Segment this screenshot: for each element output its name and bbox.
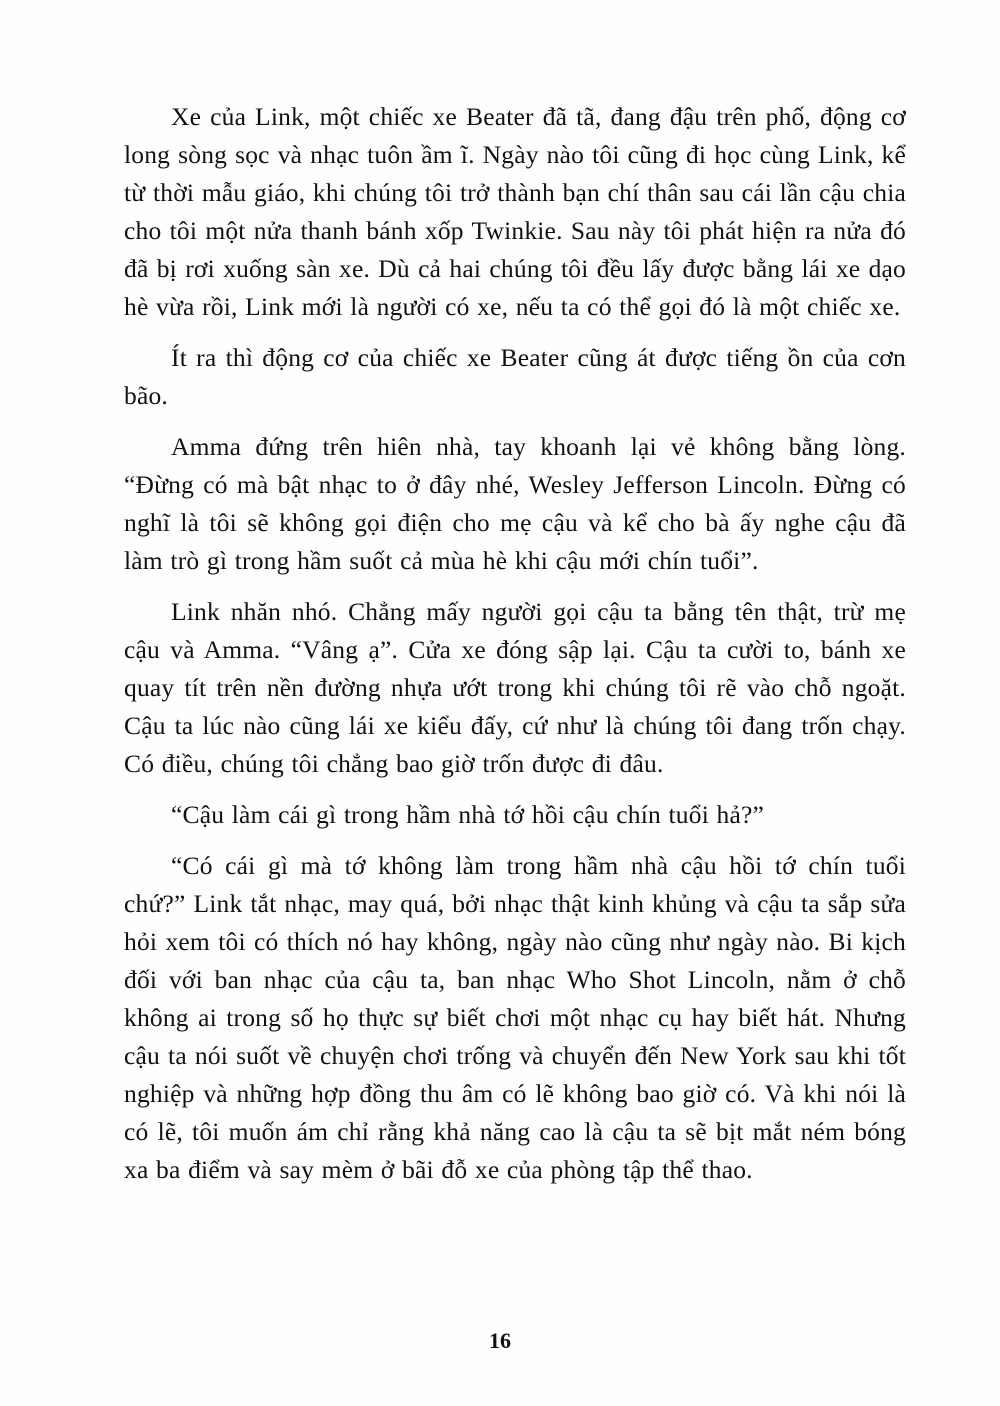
paragraph: Link nhăn nhó. Chẳng mấy người gọi cậu ta bằng tên thật, trừ mẹ cậu và Amma. “Vâng ạ”. Cửa xe đóng sập lại. Cậu ta cười to, bánh xe quay tít trên nền đường nhựa ướt trong khi chúng tôi rẽ vào chỗ ngoặt. Cậu ta lúc nào cũng lái xe kiểu đấy, cứ như là chúng tôi đang trốn chạy. Có điều, chúng tôi chẳng bao giờ trốn được đi đâu.: [124, 597, 906, 778]
page-number: 16: [489, 1328, 511, 1353]
paragraph: “Cậu làm cái gì trong hầm nhà tớ hồi cậu chín tuổi hả?”: [171, 800, 765, 829]
paragraph: Ít ra thì động cơ của chiếc xe Beater cũng át được tiếng ồn của cơn bão.: [124, 343, 906, 410]
body-text: [124, 98, 906, 1202]
paragraph: Amma đứng trên hiên nhà, tay khoanh lại vẻ không bằng lòng. “Đừng có mà bật nhạc to ở đây nhé, Wesley Jefferson Lincoln. Đừng có nghĩ là tôi sẽ không gọi điện cho mẹ cậu và kể cho bà ấy nghe cậu đã làm trò gì trong hầm suốt cả mùa hè khi cậu mới chín tuổi”.: [124, 432, 906, 575]
paragraph: Xe của Link, một chiếc xe Beater đã tã, đang đậu trên phố, động cơ long sòng sọc và nhạc tuôn ầm ĩ. Ngày nào tôi cũng đi học cùng Link, kể từ thời mẫu giáo, khi chúng tôi trở thành bạn chí thân sau cái lần cậu chia cho tôi một nửa thanh bánh xốp Twinkie. Sau này tôi phát hiện ra nửa đó đã bị rơi xuống sàn xe. Dù cả hai chúng tôi đều lấy được bằng lái xe dạo hè vừa rồi, Link mới là người có xe, nếu ta có thể gọi đó là một chiếc xe.: [124, 102, 906, 321]
paragraph: “Có cái gì mà tớ không làm trong hầm nhà cậu hồi tớ chín tuổi chứ?” Link tắt nhạc, may quá, bởi nhạc thật kinh khủng và cậu ta sắp sửa hỏi xem tôi có thích nó hay không, ngày nào cũng như ngày nào. Bi kịch đối với ban nhạc của cậu ta, ban nhạc Who Shot Lincoln, nằm ở chỗ không ai trong số họ thực sự biết chơi một nhạc cụ hay biết hát. Nhưng cậu ta nói suốt về chuyện chơi trống và chuyển đến New York sau khi tốt nghiệp và những hợp đồng thu âm có lẽ không bao giờ có. Và khi nói là có lẽ, tôi muốn ám chỉ rằng khả năng cao là cậu ta sẽ bịt mắt ném bóng xa ba điểm và say mèm ở bãi đỗ xe của phòng tập thể thao.: [124, 851, 906, 1184]
